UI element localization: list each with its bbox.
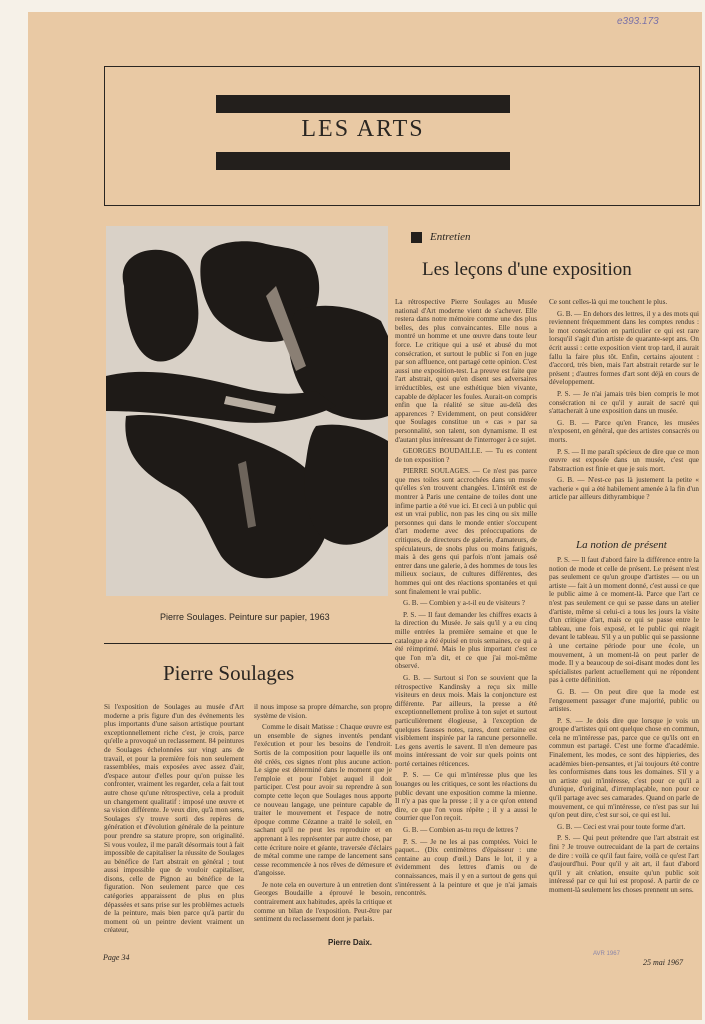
column-rule xyxy=(104,643,392,644)
header-bar-bottom xyxy=(216,152,510,170)
interview-column-2 xyxy=(549,298,699,532)
essay-title: Pierre Soulages xyxy=(163,661,295,685)
paragraph: P. S. — Je dois dire que lorsque je vois un groupe d'artistes qui ont quelque chose en commun, cela ne m'intéresse pas, parce que ce qu'ils ont en commun est partagé. C'est une forme d'académie. Finalement, les modes, ce sont des hippieries, des académies bien-pensantes, et j'ai toujours été contre les conformismes dans tous les domaines. S'il y a un artiste qui m'intéresse, c'est pour ce qu'il a d'unique, d'original, d'irremplaçable, non pour ce qu'il partage avec ses camarades. Quand on parle de mouvement, ce qui m'intéresse, ce n'est pas sur lui qu'on peut dire, c'est sur soi, ce qui est lui. xyxy=(549,716,699,820)
paragraph: P. S. — Qui peut prétendre que l'art abstrait est fini ? Je trouve outrecuidant de la part de certains de dire : voilà ce qu'il faut faire, voilà ce qu'est l'art d'aujourd'hui. Pour qu'il y ait art, il faut d'abord qu'il y ait création, ensuite qu'un public soit intéressé par ce qui lui est proposé. A partir de ce moment-là seulement les choses prennent un sens. xyxy=(549,834,699,894)
kicker-label: Entretien xyxy=(430,231,471,243)
essay-column-2 xyxy=(254,703,392,933)
interview-title: Les leçons d'une exposition xyxy=(422,259,632,280)
paragraph: P. S. — Je ne les ai pas comptées. Voici le paquet... (Dix centimètres d'épaisseur : une centaine au coup d'œil.) Dans le lot, il y a évidemment des lettres d'amis ou de connaissances, mais il y en a surtout de gens qui s'intéressent à la peinture et que je n'ai jamais rencontrés. xyxy=(395,837,537,898)
paragraph: GEORGES BOUDAILLE. — Tu es content de ton exposition ? xyxy=(395,447,537,464)
paragraph: P. S. — Il faut d'abord faire la différence entre la notion de mode et celle de présent. Le présent n'est pas seulement ce qu'un groupe d'artistes — ou un artiste — fait à un moment donné, c'est aussi ce que le public aime à ce moment-là. Parce que l'art ce n'est pas seulement ce qui se passe dans un atelier d'artiste, même si celui-ci a tous les jours la visite d'un critique d'art, mais ce qui se passe entre le tableau, une fois exposé, et le public qui réagit devant le tableau. S'il y a un public qui se passionne à une certaine période pour une école, un mouvement, à un moment-là on peut parler de mode. Il y a beaucoup de soi-disant modes dont les spécialistes parlent actuellement qui ne répondent pas à cette définition. xyxy=(549,556,699,685)
paragraph: P. S. — Je n'ai jamais très bien compris le mot consécration ni ce qu'il y aurait de sacré qui s'attacherait à une exposition dans un musée. xyxy=(549,389,699,416)
author-signature: Pierre Daix. xyxy=(328,938,373,947)
interview-column-3 xyxy=(549,556,699,948)
header-bar-top xyxy=(216,95,510,113)
paragraph: il nous impose sa propre démarche, son propre système de vision. xyxy=(254,703,392,720)
paragraph: Ce sont celles-là qui me touchent le plus. xyxy=(549,298,668,306)
interview-column-1 xyxy=(395,298,537,946)
paragraph: G. B. — N'est-ce pas là justement la petite « vacherie » qui a été habilement amenée à la fin d'un article par ailleurs dithyrambique ? xyxy=(549,476,699,502)
paragraph: G. B. — Combien y a-t-il eu de visiteurs ? xyxy=(403,599,525,608)
page-number: Page 34 xyxy=(103,953,130,962)
paragraph: Comme le disait Matisse : Chaque œuvre est un ensemble de signes inventés pendant l'exécution et pour les besoins de l'endroit. Sortis de la composition pour laquelle ils ont été créés, ces signes n'ont plus aucune action. Le signe est déterminé dans le moment que je l'emploie et pour l'objet auquel il doit participer. C'est pour avoir su reprendre à son compte cette leçon que Soulages nous apporte ce nouveau langage, une peinture capable de traiter le mouvement et l'espace de notre époque comme Cézanne a traité le soleil, en sachant qu'il ne peut les reproduire et en apprenant à les représenter par autre chose, par cette écriture noire et géante, traversée d'éclairs de métal comme une rampe de lancement sans cesse recommencée à nos rêves de démesure et d'angoisse. xyxy=(254,723,392,878)
interview-subhead: La notion de présent xyxy=(576,539,667,551)
paragraph: P. S. — Ce qui m'intéresse plus que les louanges ou les critiques, ce sont les réactions du public devant une exposition comme la mienne. Il n'y a pas que la presse ; il y a ce qu'on entend dire, ce que l'on vous répète ; il y a aussi le courrier que l'on reçoit. xyxy=(395,771,537,823)
paragraph: G. B. — On peut dire que la mode est l'engouement passager d'une majorité, public ou artistes. xyxy=(549,687,699,714)
paragraph: G. B. — Surtout si l'on se souvient que la rétrospective Kandinsky a reçu six mille visiteurs en deux mois. Mais la conjoncture est différente. Par ailleurs, la presse a été exceptionnellement prolixe à ton sujet et surtout particulièrement élogieuse, à l'exception de quelques fausses notes, rares, dont certaine est visiblement inspirée par la rancune personnelle. Les gens avertis le savent. Il n'en demeure pas moins intéressant de voir sur quels points ont porté certaines réticences. xyxy=(395,673,537,768)
paragraph: P. S. — Il faut demander les chiffres exacts à la direction du Musée. Je sais qu'il y a eu cinq mille entrées la première semaine et que le catalogue a été épuisé en trois semaines, ce qui a été réimprimé. Mais le plus important c'est ce que l'on m'a dit, et ce que j'ai moi-même observé. xyxy=(395,610,537,671)
paragraph: G. B. — Ceci est vrai pour toute forme d'art. xyxy=(557,822,686,831)
archive-reference: e393.173 xyxy=(617,16,659,27)
paragraph: G. B. — Combien as-tu reçu de lettres ? xyxy=(403,826,519,835)
image-caption: Pierre Soulages. Peinture sur papier, 1963 xyxy=(160,612,330,622)
issue-date: 25 mai 1967 xyxy=(643,958,683,967)
paragraph: PIERRE SOULAGES. — Ce n'est pas parce que mes toiles sont accrochées dans un musée qu'elles s'en trouvent changées. L'intérêt est de montrer à Paris une centaine de toiles dont une infime partie a été vue ici. Et ceci à un public qui est un vrai public, non pas les cinq ou six mille personnes qui dans le monde entier s'occupent d'art moderne avec des préoccupations de critiques, de directeurs de galerie, d'amateurs, de spéculateurs, de snobs plus ou moins fatigués, mais à des gens qui parfois n'ont jamais osé entrer dans une galerie, à des hommes de tous les milieux sociaux, de cultures différentes, des hommes qui ont des réactions spontanées et qui sont finalement le vrai public. xyxy=(395,467,537,596)
paragraph: La rétrospective Pierre Soulages au Musée national d'Art moderne vient de s'achever. Elle restera dans notre mémoire comme une des plus belles, des plus convaincantes. Elle nous a montré un homme et une œuvre dans toute leur force. Le critique qui a usé et abusé du mot consécration, et surtout le public si l'on en juge par son affluence, ont partagé cette opinion. C'est aussi une exposition-test. La preuve est faite que l'art abstrait, quoi qu'en disent ses adversaires irréductibles, est une esthétique bien vivante, capable de déplacer les foules. Aurait-on compris enfin que la réalité se situe au-delà des apparences ? Evidemment, on peut considérer que Soulages constitue un « cas » par sa personnalité, son talent, son dynamisme. Il est d'autant plus intéressant de l'interroger à ce sujet. xyxy=(395,298,537,444)
paragraph: P. S. — Il me paraît spécieux de dire que ce mon œuvre est exposée dans un musée, c'est que l'abstraction est finie et que je suis mort. xyxy=(549,447,699,473)
paragraph: Si l'exposition de Soulages au musée d'Art moderne a pris figure d'un des événements les plus importants d'une saison artistique pourtant exceptionnellement riche c'est, je crois, parce qu'elle a provoqué un reclassement. 84 peintures de Soulages échelonnées sur vingt ans de travail, et pour la première fois non seulement rassemblées, mais exposées avec assez d'air, d'espace autour d'elles pour qu'on puisse les confronter, vraiment les regarder, cela a fait tout autre chose qu'une rétrospective, cela a produit un changement qualitatif : imposé une œuvre et sa vision différente. Je veux dire, qu'à mon sens, Soulages s'y trouve sorti des repères de génération et d'évolution générale de la peinture pour prendre sa stature propre, son originalité. Si vous voulez, il me paraît désormais tout à fait impossible de capitaliser la réussite de Soulages au bénéfice de l'art abstrait en général ; tout aussi impossible que de vouloir capitaliser, disons, celle de Pignon au bénéfice de la figuration. Non seulement parce que ces catégories apparaissent de plus en plus dépassées et sans prise sur les problèmes actuels de la peinture, mais bien parce qu'à partir du moment où un peintre devient vraiment un créateur, xyxy=(104,703,244,935)
paragraph: G. B. — En dehors des lettres, il y a des mots qui reviennent fréquemment dans les comptes rendus : le mot consécration en particulier ce qui est rare lorsqu'il s'agit d'un artiste de quarante-sept ans. On écrit aussi : cette exposition vient trop tard, il aurait fallu la faire plus tôt. Enfin, certains ajoutent : d'accord, très bien, mais l'art abstrait retarde sur le présent ; d'autres formes d'art sont déjà en cours de développement. xyxy=(549,309,699,387)
essay-column-1 xyxy=(104,703,244,949)
section-title: LES ARTS xyxy=(301,116,425,142)
paragraph: Je note cela en ouverture à un entretien dont Georges Boudaille a éprouvé le besoin, contrairement aux habitudes, après la critique et comme un bilan de l'exposition. Peut-être par sentiment du reclassement dont je parlais. xyxy=(254,880,392,924)
paragraph: G. B. — Parce qu'en France, les musées n'exposent, en général, que des artistes consacrés ou morts. xyxy=(549,418,699,444)
square-bullet-icon xyxy=(411,232,422,243)
archive-stamp: AVR 1967 xyxy=(593,951,620,957)
interview-kicker xyxy=(411,231,471,243)
painting-image xyxy=(106,226,388,596)
